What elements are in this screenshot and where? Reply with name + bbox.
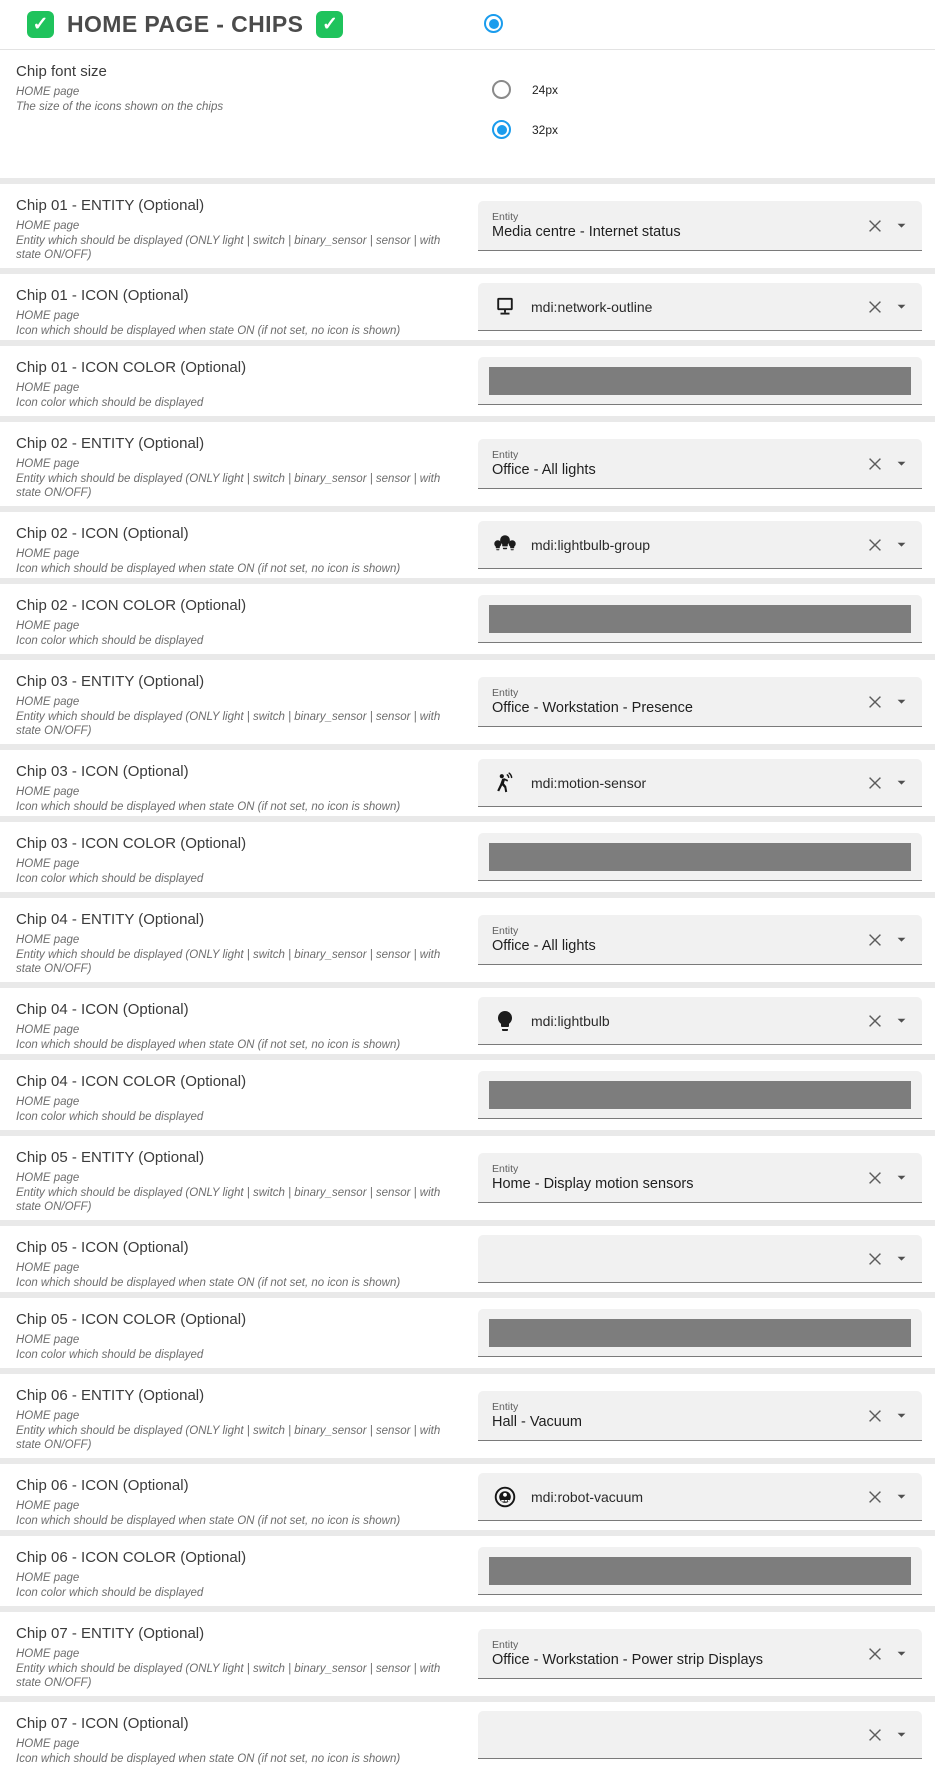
row-description: Icon which should be displayed when state ON (if not set, no icon is shown) bbox=[16, 1752, 401, 1765]
row-description: Icon color which should be displayed bbox=[16, 634, 204, 647]
field-value: mdi:lightbulb bbox=[531, 1012, 610, 1029]
row-subtitle: HOME page bbox=[16, 1024, 80, 1036]
row-description: Icon which should be displayed when state ON (if not set, no icon is shown) bbox=[16, 324, 401, 337]
row-description: Icon which should be displayed when state ON (if not set, no icon is shown) bbox=[16, 1276, 401, 1289]
clear-icon[interactable] bbox=[865, 535, 885, 555]
row-title: Chip 06 - ICON (Optional) bbox=[16, 1477, 189, 1494]
row-title: Chip 01 - ENTITY (Optional) bbox=[16, 197, 205, 214]
icon-select[interactable] bbox=[478, 1711, 922, 1759]
settings-row bbox=[0, 512, 935, 578]
row-subtitle: HOME page bbox=[16, 696, 80, 708]
font-size-radio-group bbox=[492, 76, 558, 139]
check-emoji: ✓ bbox=[316, 11, 343, 38]
field-value: mdi:motion-sensor bbox=[531, 774, 647, 791]
color-picker[interactable] bbox=[478, 595, 922, 643]
clear-icon[interactable] bbox=[865, 454, 885, 474]
header-radio[interactable] bbox=[484, 14, 503, 33]
color-picker[interactable] bbox=[478, 1547, 922, 1595]
icon-select[interactable] bbox=[478, 521, 922, 569]
settings-row bbox=[0, 822, 935, 892]
icon-select[interactable] bbox=[478, 1473, 922, 1521]
settings-row bbox=[0, 1226, 935, 1292]
row-description: Icon color which should be displayed bbox=[16, 1348, 204, 1361]
color-picker[interactable] bbox=[478, 833, 922, 881]
check-emoji: ✓ bbox=[27, 11, 54, 38]
row-subtitle: HOME page bbox=[16, 786, 80, 798]
chevron-down-icon[interactable] bbox=[893, 1012, 910, 1029]
page-header bbox=[0, 0, 935, 50]
field-value: Office - All lights bbox=[492, 462, 596, 478]
row-title: Chip 05 - ICON (Optional) bbox=[16, 1239, 189, 1256]
row-subtitle: HOME page bbox=[16, 1500, 80, 1512]
color-swatch bbox=[489, 605, 911, 633]
field-label: Entity bbox=[492, 925, 519, 937]
field-value: Office - Workstation - Power strip Displays bbox=[492, 1652, 764, 1668]
row-subtitle: HOME page bbox=[16, 934, 80, 946]
entity-select[interactable] bbox=[478, 1391, 922, 1441]
clear-icon[interactable] bbox=[865, 1487, 885, 1507]
field-value: mdi:network-outline bbox=[531, 298, 653, 315]
field-label: Entity bbox=[492, 449, 519, 461]
settings-row bbox=[0, 1702, 935, 1768]
row-subtitle: HOME page bbox=[16, 620, 80, 632]
row-subtitle: HOME page bbox=[16, 1334, 80, 1346]
chevron-down-icon[interactable] bbox=[893, 1250, 910, 1267]
clear-icon[interactable] bbox=[865, 297, 885, 317]
row-title: Chip 04 - ICON (Optional) bbox=[16, 1001, 189, 1018]
clear-icon[interactable] bbox=[865, 1168, 885, 1188]
field-value: Office - Workstation - Presence bbox=[492, 700, 693, 716]
chevron-down-icon[interactable] bbox=[893, 1169, 910, 1186]
row-description: Icon color which should be displayed bbox=[16, 396, 204, 409]
settings-row bbox=[0, 750, 935, 816]
row-description: Icon which should be displayed when state ON (if not set, no icon is shown) bbox=[16, 1514, 401, 1527]
clear-icon[interactable] bbox=[865, 1406, 885, 1426]
row-title: Chip 04 - ICON COLOR (Optional) bbox=[16, 1073, 247, 1090]
color-swatch bbox=[489, 1557, 911, 1585]
chevron-down-icon[interactable] bbox=[893, 693, 910, 710]
settings-row bbox=[0, 1374, 935, 1458]
row-subtitle: HOME page bbox=[16, 1172, 80, 1184]
settings-row bbox=[0, 1464, 935, 1530]
field-value: mdi:lightbulb-group bbox=[531, 536, 651, 553]
entity-select[interactable] bbox=[478, 1153, 922, 1203]
radio-24px[interactable] bbox=[492, 80, 511, 99]
entity-select[interactable] bbox=[478, 201, 922, 251]
row-subtitle: HOME page bbox=[16, 1572, 80, 1584]
row-title: Chip 07 - ICON (Optional) bbox=[16, 1715, 189, 1732]
row-subtitle: HOME page bbox=[16, 220, 80, 232]
row-subtitle: HOME page bbox=[16, 1262, 80, 1274]
entity-select[interactable] bbox=[478, 915, 922, 965]
color-swatch bbox=[489, 1081, 911, 1109]
field-label: Entity bbox=[492, 211, 519, 223]
row-description: Entity which should be displayed (ONLY light | switch | binary_sensor | sensor | with state ON/OFF) bbox=[16, 948, 441, 975]
settings-row bbox=[0, 988, 935, 1054]
chevron-down-icon[interactable] bbox=[893, 1407, 910, 1424]
row-subtitle: HOME page bbox=[16, 1096, 80, 1108]
settings-row bbox=[0, 346, 935, 416]
row-subtitle: HOME page bbox=[16, 310, 80, 322]
row-description: Entity which should be displayed (ONLY light | switch | binary_sensor | sensor | with state ON/OFF) bbox=[16, 472, 441, 499]
icon-select[interactable] bbox=[478, 1235, 922, 1283]
clear-icon[interactable] bbox=[865, 216, 885, 236]
chevron-down-icon[interactable] bbox=[893, 1726, 910, 1743]
row-description: Entity which should be displayed (ONLY light | switch | binary_sensor | sensor | with state ON/OFF) bbox=[16, 1186, 441, 1213]
color-swatch bbox=[489, 367, 911, 395]
row-title: Chip 01 - ICON COLOR (Optional) bbox=[16, 359, 247, 376]
row-subtitle: HOME page bbox=[16, 86, 80, 98]
robot-vacuum-icon bbox=[492, 1484, 518, 1510]
clear-icon[interactable] bbox=[865, 692, 885, 712]
color-picker[interactable] bbox=[478, 357, 922, 405]
field-label: Entity bbox=[492, 1639, 519, 1651]
chevron-down-icon[interactable] bbox=[893, 455, 910, 472]
field-label: Entity bbox=[492, 1401, 519, 1413]
clear-icon[interactable] bbox=[865, 930, 885, 950]
row-description: The size of the icons shown on the chips bbox=[16, 100, 224, 113]
chevron-down-icon[interactable] bbox=[893, 298, 910, 315]
icon-select[interactable] bbox=[478, 759, 922, 807]
chevron-down-icon[interactable] bbox=[893, 1488, 910, 1505]
row-description: Icon which should be displayed when state ON (if not set, no icon is shown) bbox=[16, 800, 401, 813]
field-value: mdi:robot-vacuum bbox=[531, 1488, 644, 1505]
row-title: Chip 02 - ICON COLOR (Optional) bbox=[16, 597, 247, 614]
chevron-down-icon[interactable] bbox=[893, 931, 910, 948]
network-outline-icon bbox=[492, 294, 518, 320]
row-description: Entity which should be displayed (ONLY light | switch | binary_sensor | sensor | with state ON/OFF) bbox=[16, 1424, 441, 1451]
color-picker[interactable] bbox=[478, 1309, 922, 1357]
row-subtitle: HOME page bbox=[16, 858, 80, 870]
row-title: Chip 02 - ENTITY (Optional) bbox=[16, 435, 205, 452]
settings-row bbox=[0, 1536, 935, 1606]
settings-row bbox=[0, 1136, 935, 1220]
font-size-option bbox=[492, 120, 558, 139]
clear-icon[interactable] bbox=[865, 773, 885, 793]
icon-select[interactable] bbox=[478, 997, 922, 1045]
row-title: Chip 01 - ICON (Optional) bbox=[16, 287, 189, 304]
row-title: Chip 02 - ICON (Optional) bbox=[16, 525, 189, 542]
font-size-option bbox=[492, 80, 558, 99]
row-title: Chip 06 - ENTITY (Optional) bbox=[16, 1387, 205, 1404]
color-picker[interactable] bbox=[478, 1071, 922, 1119]
entity-select[interactable] bbox=[478, 439, 922, 489]
lightbulb-group-icon bbox=[492, 532, 518, 558]
chevron-down-icon[interactable] bbox=[893, 217, 910, 234]
field-value: Media centre - Internet status bbox=[492, 224, 681, 240]
row-subtitle: HOME page bbox=[16, 1648, 80, 1660]
row-description: Icon which should be displayed when state ON (if not set, no icon is shown) bbox=[16, 562, 401, 575]
color-swatch bbox=[489, 1319, 911, 1347]
row-title: Chip font size bbox=[16, 63, 107, 80]
entity-select[interactable] bbox=[478, 1629, 922, 1679]
row-subtitle: HOME page bbox=[16, 1738, 80, 1750]
row-subtitle: HOME page bbox=[16, 548, 80, 560]
settings-row bbox=[0, 274, 935, 340]
settings-row bbox=[0, 1298, 935, 1368]
field-value: Home - Display motion sensors bbox=[492, 1176, 694, 1192]
field-value: Hall - Vacuum bbox=[492, 1414, 582, 1430]
row-description: Entity which should be displayed (ONLY light | switch | binary_sensor | sensor | with state ON/OFF) bbox=[16, 710, 441, 737]
row-description: Icon color which should be displayed bbox=[16, 1110, 204, 1123]
settings-row bbox=[0, 1612, 935, 1696]
row-subtitle: HOME page bbox=[16, 382, 80, 394]
row-title: Chip 07 - ENTITY (Optional) bbox=[16, 1625, 205, 1642]
row-subtitle: HOME page bbox=[16, 458, 80, 470]
row-description: Icon which should be displayed when state ON (if not set, no icon is shown) bbox=[16, 1038, 401, 1051]
motion-sensor-icon bbox=[492, 770, 518, 796]
settings-row bbox=[0, 422, 935, 506]
entity-select[interactable] bbox=[478, 677, 922, 727]
settings-row bbox=[0, 184, 935, 268]
settings-row bbox=[0, 898, 935, 982]
field-label: Entity bbox=[492, 1163, 519, 1175]
chevron-down-icon[interactable] bbox=[893, 1645, 910, 1662]
row-description: Icon color which should be displayed bbox=[16, 1586, 204, 1599]
row-title: Chip 03 - ICON COLOR (Optional) bbox=[16, 835, 247, 852]
settings-row bbox=[0, 1060, 935, 1130]
row-subtitle: HOME page bbox=[16, 1410, 80, 1422]
row-title: Chip 05 - ENTITY (Optional) bbox=[16, 1149, 205, 1166]
row-description: Entity which should be displayed (ONLY light | switch | binary_sensor | sensor | with state ON/OFF) bbox=[16, 1662, 441, 1689]
clear-icon[interactable] bbox=[865, 1011, 885, 1031]
icon-select[interactable] bbox=[478, 283, 922, 331]
page-title: HOME PAGE - CHIPS bbox=[67, 11, 304, 37]
row-title: Chip 06 - ICON COLOR (Optional) bbox=[16, 1549, 247, 1566]
radio-32px[interactable] bbox=[492, 120, 511, 139]
row-title: Chip 05 - ICON COLOR (Optional) bbox=[16, 1311, 247, 1328]
row-title: Chip 04 - ENTITY (Optional) bbox=[16, 911, 205, 928]
settings-row bbox=[0, 584, 935, 654]
settings-row bbox=[0, 660, 935, 744]
chevron-down-icon[interactable] bbox=[893, 536, 910, 553]
lightbulb-icon bbox=[492, 1008, 518, 1034]
row-title: Chip 03 - ICON (Optional) bbox=[16, 763, 189, 780]
row-title: Chip 03 - ENTITY (Optional) bbox=[16, 673, 205, 690]
radio-label: 32px bbox=[532, 122, 559, 137]
field-label: Entity bbox=[492, 687, 519, 699]
row-description: Entity which should be displayed (ONLY light | switch | binary_sensor | sensor | with state ON/OFF) bbox=[16, 234, 441, 261]
clear-icon[interactable] bbox=[865, 1644, 885, 1664]
field-value: Office - All lights bbox=[492, 938, 596, 954]
radio-label: 24px bbox=[532, 82, 559, 97]
row-description: Icon color which should be displayed bbox=[16, 872, 204, 885]
color-swatch bbox=[489, 843, 911, 871]
settings-row-font-size bbox=[0, 50, 935, 178]
chevron-down-icon[interactable] bbox=[893, 774, 910, 791]
clear-icon[interactable] bbox=[865, 1249, 885, 1269]
